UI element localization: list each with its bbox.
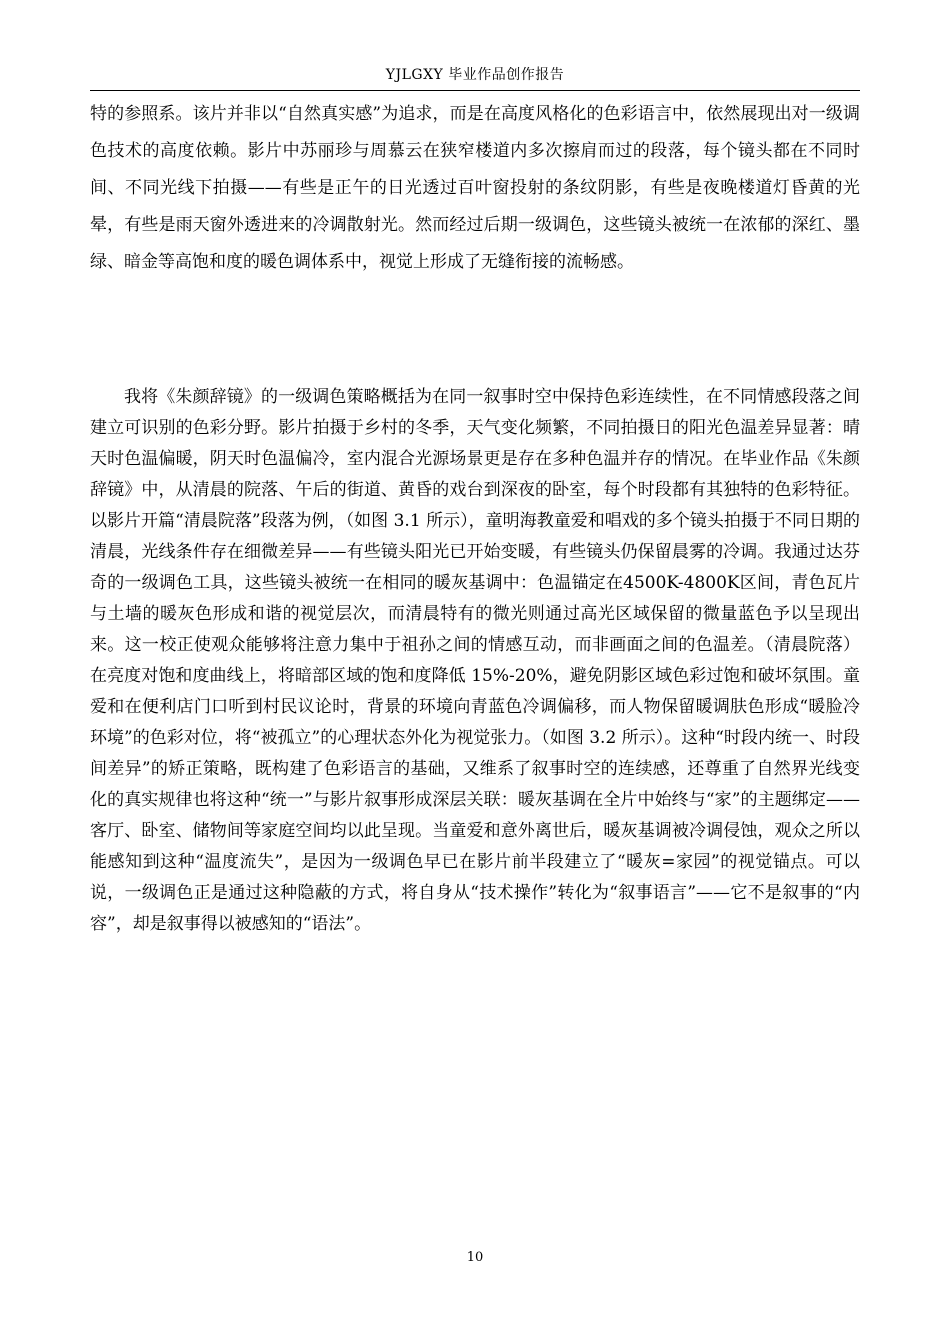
page-header xyxy=(90,64,860,91)
body-paragraph-1: 特的参照系。该片并非以“自然真实感”为追求，而是在高度风格化的色彩语言中，依然展现出对一级调色技术的高度依赖。影片中苏丽珍与周慕云在狭窄楼道内多次擦肩而过的段落，每个镜头都在不同时间、不同光线下拍摄——有些是正午的日光透过百叶窗投射的条纹阴影，有些是夜晚楼道灯昏黄的光晕，有些是雨天窗外透进来的冷调散射光。然而经过后期一级调色，这些镜头被统一在浓郁的深红、墨绿、暗金等高饱和度的暖色调体系中，视觉上形成了无缝衔接的流畅感。 xyxy=(90,104,860,272)
page-header-title: YJLGXY 毕业作品创作报告 xyxy=(385,67,565,83)
page-number-text: 10 xyxy=(466,1250,484,1265)
page-number xyxy=(0,1250,950,1265)
body-paragraph-2: 我将《朱颜辞镜》的一级调色策略概括为在同一叙事时空中保持色彩连续性，在不同情感段落之间建立可识别的色彩分野。影片拍摄于乡村的冬季，天气变化频繁，不同拍摄日的阳光色温差异显著：晴天时色温偏暖，阴天时色温偏冷，室内混合光源场景更是存在多种色温并存的情况。在毕业作品《朱颜辞镜》中，从清晨的院落、午后的街道、黄昏的戏台到深夜的卧室，每个时段都有其独特的色彩特征。以影片开篇“清晨院落”段落为例，（如图 3.1 所示），童明海教童爱和唱戏的多个镜头拍摄于不同日期的清晨，光线条件存在细微差异——有些镜头阳光已开始变暖，有些镜头仍保留晨雾的冷调。我通过达芬奇的一级调色工具，这些镜头被统一在相同的暖灰基调中：色温锚定在4500K-4800K区间，青色瓦片与土墙的暖灰色形成和谐的视觉层次，而清晨特有的微光则通过高光区域保留的微量蓝色予以呈现出来。这一校正使观众能够将注意力集中于祖孙之间的情感互动，而非画面之间的色温差。（清晨院落）在亮度对饱和度曲线上，将暗部区域的饱和度降低 15%-20%，避免阴影区域色彩过饱和破坏氛围。童爱和在便利店门口听到村民议论时，背景的环境向青蓝色冷调偏移，而人物保留暖调肤色形成“暖脸冷环境”的色彩对位，将“被孤立”的心理状态外化为视觉张力。（如图 3.2 所示）。这种“时段内统一、时段间差异”的矫正策略，既构建了色彩语言的基础，又维系了叙事时空的连续感，还尊重了自然界光线变化的真实规律也将这种“统一”与影片叙事形成深层关联：暖灰基调在全片中始终与“家”的主题绑定——客厅、卧室、储物间等家庭空间均以此呈现。当童爱和意外离世后，暖灰基调被冷调侵蚀，观众之所以能感知到这种“温度流失”，是因为一级调色早已在影片前半段建立了“暖灰=家园”的视觉锚点。可以说，一级调色正是通过这种隐蔽的方式，将自身从“技术操作”转化为“叙事语言”——它不是叙事的“内容”，却是叙事得以被感知的“语法”。 xyxy=(90,387,860,934)
